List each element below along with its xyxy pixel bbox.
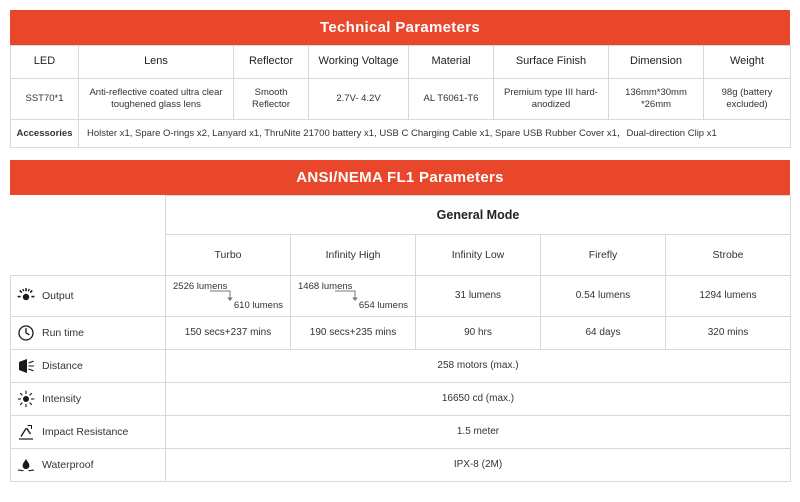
row-label-waterproof — [11, 449, 166, 482]
cell-waterproof-value: IPX-8 (2M) — [166, 449, 791, 482]
value-accessories: Holster x1, Spare O-rings x2, Lanyard x1, ThruNite 21700 battery x1, USB C Charging Cable x1, Spare USB Rubber Cover x1，Dual-direction Clip x1 — [79, 119, 791, 148]
table-row-distance — [11, 350, 791, 383]
cell-output-infinity-low: 31 lumens — [416, 276, 541, 317]
cell-distance-value: 258 motors (max.) — [166, 350, 791, 383]
col-surface-finish: Surface Finish — [494, 46, 609, 79]
spacer-cell — [11, 235, 166, 276]
row-label-intensity — [11, 383, 166, 416]
col-material: Material — [409, 46, 494, 79]
col-led: LED — [11, 46, 79, 79]
row-label-text: Impact Resistance — [42, 425, 129, 438]
row-label-text: Run time — [42, 326, 85, 339]
value-dimension: 136mm*30mm *26mm — [609, 78, 704, 119]
technical-parameters-title: Technical Parameters — [10, 10, 790, 45]
value-lens: Anti-reflective coated ultra clear toughened glass lens — [79, 78, 234, 119]
row-label-impact-resistance — [11, 416, 166, 449]
cell-output-strobe: 1294 lumens — [666, 276, 791, 317]
col-working-voltage: Working Voltage — [309, 46, 409, 79]
row-label-text: Output — [42, 289, 74, 302]
col-weight: Weight — [704, 46, 791, 79]
table-row-intensity — [11, 383, 791, 416]
cell-output-firefly: 0.54 lumens — [541, 276, 666, 317]
col-lens: Lens — [79, 46, 234, 79]
row-label-distance — [11, 350, 166, 383]
mode-turbo: Turbo — [166, 235, 291, 276]
cell-runtime-infinity-low: 90 hrs — [416, 317, 541, 350]
table-row-waterproof — [11, 449, 791, 482]
cell-runtime-strobe: 320 mins — [666, 317, 791, 350]
col-reflector: Reflector — [234, 46, 309, 79]
table-row-accessories — [11, 119, 791, 148]
cell-impact-resistance-value: 1.5 meter — [166, 416, 791, 449]
waterproof-icon — [17, 456, 35, 474]
output-turbo-end: 610 lumens — [233, 299, 283, 311]
table-row-header — [11, 46, 791, 79]
table-row-output — [11, 276, 791, 317]
table-row-mode-header — [11, 235, 791, 276]
clock-icon — [17, 324, 35, 342]
general-mode-header: General Mode — [166, 196, 791, 235]
beam-distance-icon — [17, 357, 35, 375]
intensity-icon — [17, 390, 35, 408]
cell-runtime-infinity-high: 190 secs+235 mins — [291, 317, 416, 350]
row-label-text: Distance — [42, 359, 83, 372]
col-dimension: Dimension — [609, 46, 704, 79]
table-row-group-header — [11, 196, 791, 235]
mode-infinity-high: Infinity High — [291, 235, 416, 276]
mode-strobe: Strobe — [666, 235, 791, 276]
value-material: AL T6061-T6 — [409, 78, 494, 119]
spec-sheet-page — [0, 10, 800, 502]
value-weight: 98g (battery excluded) — [704, 78, 791, 119]
value-working-voltage: 2.7V- 4.2V — [309, 78, 409, 119]
value-surface-finish: Premium type III hard-anodized — [494, 78, 609, 119]
value-reflector: Smooth Reflector — [234, 78, 309, 119]
cell-intensity-value: 16650 cd (max.) — [166, 383, 791, 416]
cell-runtime-firefly: 64 days — [541, 317, 666, 350]
ansi-parameters-title: ANSI/NEMA FL1 Parameters — [10, 160, 790, 195]
label-accessories: Accessories — [11, 119, 79, 148]
value-led: SST70*1 — [11, 78, 79, 119]
ansi-parameters-table — [10, 195, 791, 482]
row-label-output — [11, 276, 166, 317]
technical-parameters-table — [10, 45, 791, 148]
mode-firefly: Firefly — [541, 235, 666, 276]
gear-output-icon — [17, 287, 35, 305]
row-label-text: Intensity — [42, 392, 82, 405]
output-turbo-start: 2526 lumens — [173, 281, 228, 293]
mode-infinity-low: Infinity Low — [416, 235, 541, 276]
table-row-impact-resistance — [11, 416, 791, 449]
cell-runtime-turbo: 150 secs+237 mins — [166, 317, 291, 350]
output-infinity-high-end: 654 lumens — [358, 299, 408, 311]
spacer-cell — [11, 196, 166, 235]
output-infinity-high-start: 1468 lumens — [298, 281, 353, 293]
impact-resistance-icon — [17, 423, 35, 441]
table-row-run-time — [11, 317, 791, 350]
cell-output-turbo — [166, 276, 291, 317]
row-label-text: Waterproof — [42, 458, 94, 471]
row-label-run-time — [11, 317, 166, 350]
cell-output-infinity-high — [291, 276, 416, 317]
table-row — [11, 78, 791, 119]
